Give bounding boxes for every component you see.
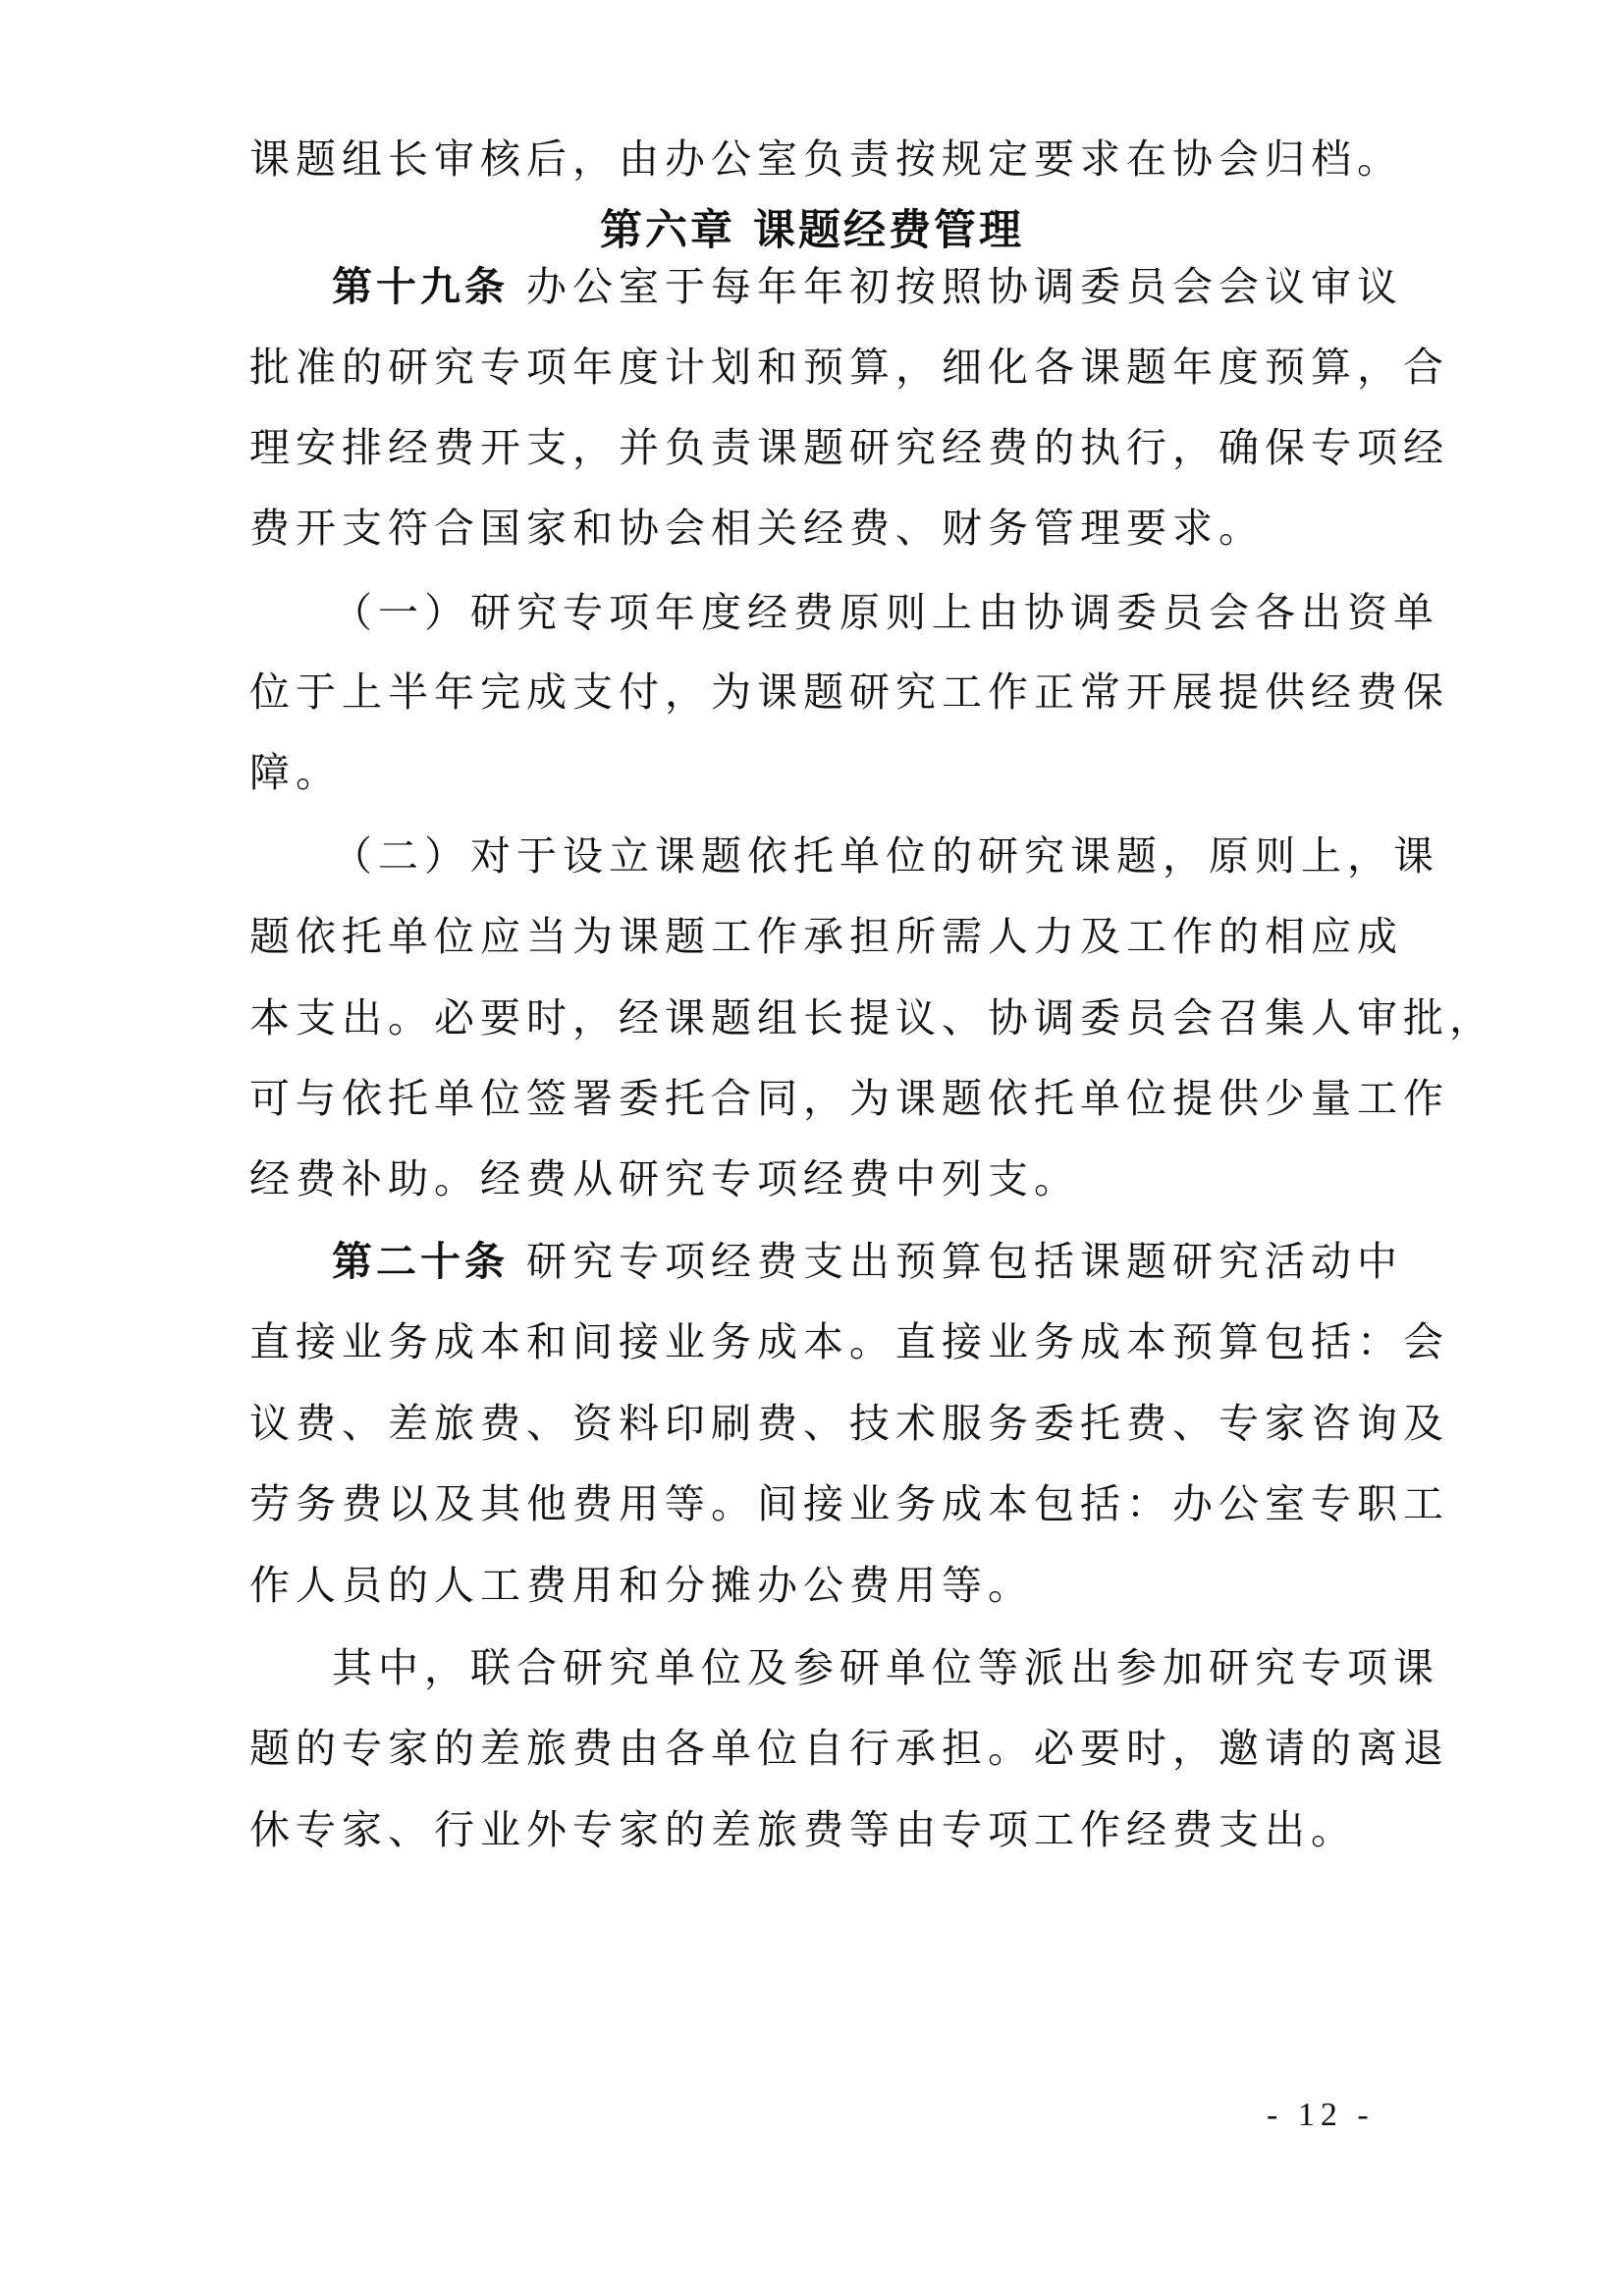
article-20-line: 作人员的人工费用和分摊办公费用等。 — [249, 1562, 1034, 1609]
article-19-line: 理安排经费开支，并负责课题研究经费的执行，确保专项经 — [249, 424, 1449, 471]
paragraph-line: 其中，联合研究单位及参研单位等派出参加研究专项课 — [332, 1644, 1439, 1691]
article-20-first-line — [332, 1232, 1403, 1291]
item-2-line: 可与依托单位签署委托合同，为课题依托单位提供少量工作 — [249, 1075, 1449, 1122]
paragraph-line: 题的专家的差旅费由各单位自行承担。必要时，邀请的离退 — [249, 1725, 1449, 1772]
item-2-line: 题依托单位应当为课题工作承担所需人力及工作的相应成 — [249, 913, 1403, 960]
page-number: - 12 - — [1267, 2097, 1375, 2133]
article-19-line: 费开支符合国家和协会相关经费、财务管理要求。 — [249, 505, 1265, 552]
item-1-line: 位于上半年完成支付，为课题研究工作正常开展提供经费保 — [249, 668, 1449, 716]
item-1-line: 障。 — [249, 749, 342, 796]
item-1-line: （一）研究专项年度经费原则上由协调委员会各出资单 — [332, 589, 1439, 636]
item-2-line: 经费补助。经费从研究专项经费中列支。 — [249, 1155, 1080, 1202]
article-19-text: 办公室于每年年初按照协调委员会会议审议 — [526, 263, 1403, 310]
item-2-line: （二）对于设立课题依托单位的研究课题，原则上，课 — [332, 832, 1439, 880]
article-20-line: 议费、差旅费、资料印刷费、技术服务委托费、专家咨询及 — [249, 1400, 1449, 1447]
paragraph-line: 休专家、行业外专家的差旅费等由专项工作经费支出。 — [249, 1806, 1357, 1853]
article-20-line: 劳务费以及其他费用等。间接业务成本包括：办公室专职工 — [249, 1480, 1449, 1527]
item-2-line: 本支出。必要时，经课题组长提议、协调委员会召集人审批， — [249, 994, 1495, 1041]
article-20-text: 研究专项经费支出预算包括课题研究活动中 — [526, 1238, 1403, 1285]
chapter-title: 第六章 课题经费管理 — [600, 206, 1024, 255]
article-19-first-line — [332, 257, 1403, 316]
article-20-line: 直接业务成本和间接业务成本。直接业务成本预算包括：会 — [249, 1318, 1449, 1365]
continued-paragraph-line: 课题组长审核后，由办公室负责按规定要求在协会归档。 — [249, 135, 1403, 183]
article-19-line: 批准的研究专项年度计划和预算，细化各课题年度预算，合 — [249, 344, 1449, 391]
article-19-label: 第十九条 — [332, 263, 509, 310]
article-20-label: 第二十条 — [332, 1238, 509, 1285]
